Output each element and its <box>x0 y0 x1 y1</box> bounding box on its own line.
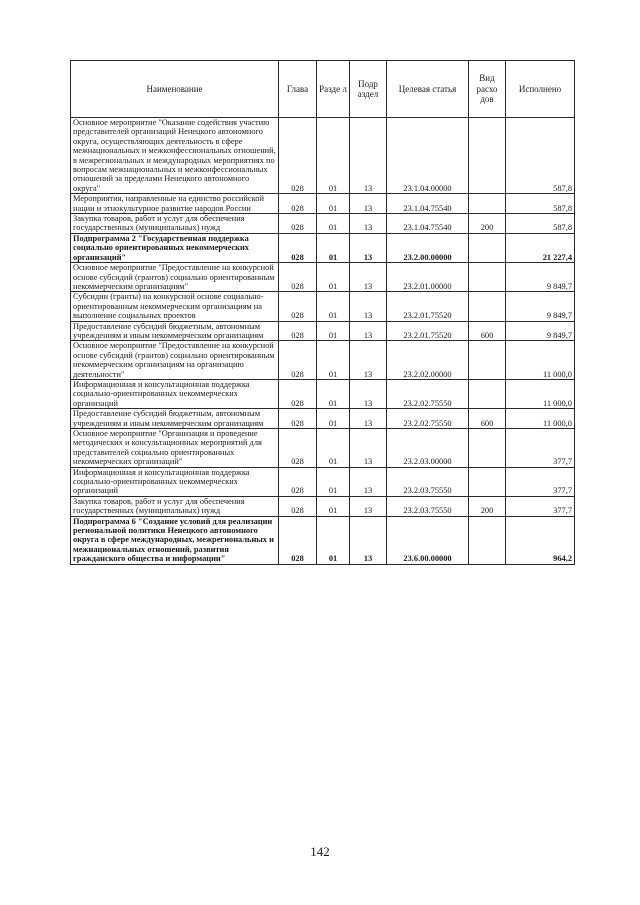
table-row <box>71 341 575 380</box>
cell-statya: 23.2.03.00000 <box>387 429 469 468</box>
table-row <box>71 409 575 429</box>
table-header-row <box>71 61 575 118</box>
table-row <box>71 233 575 262</box>
cell-razdel: 01 <box>317 233 350 262</box>
cell-ispolneno: 587,8 <box>506 214 575 234</box>
cell-name: Информационная и консультационная поддержка социально-ориентированных некоммерческих организаций <box>71 379 279 408</box>
cell-glava: 028 <box>279 263 317 292</box>
page-number: 142 <box>310 844 330 859</box>
cell-razdel: 01 <box>317 341 350 380</box>
cell-statya: 23.2.01.00000 <box>387 263 469 292</box>
cell-razdel: 01 <box>317 467 350 496</box>
cell-ispolneno: 11 000,0 <box>506 341 575 380</box>
table-row <box>71 429 575 468</box>
cell-name: Основное мероприятие "Организация и проведение методических и консультационных мероприятий для представителей социально ориентированных некоммерческих организаций" <box>71 429 279 468</box>
header-ispolneno: Исполнено <box>506 61 575 118</box>
cell-name: Основное мероприятие "Оказание содействия участию представителей организаций Ненецкого автономного округа, осуществляющих деятельность в сфере межнациональных и межконфессиональных отношений, в межрегиональных и международных мероприятиях по вопросам межнациональных и межконфессиональных отношений за пределами Ненецкого автономного округа" <box>71 118 279 194</box>
cell-name: Предоставление субсидий бюджетным, автономным учреждениям и иным некоммерческим организациям <box>71 321 279 341</box>
cell-name: Основное мероприятие "Предоставление на конкурсной основе субсидий (грантов) социально ориентированным некоммерческим организациям" <box>71 263 279 292</box>
cell-razdel: 01 <box>317 263 350 292</box>
cell-ispolneno: 11 000,0 <box>506 379 575 408</box>
cell-statya: 23.6.00.00000 <box>387 516 469 564</box>
cell-glava: 028 <box>279 233 317 262</box>
cell-glava: 028 <box>279 321 317 341</box>
header-glava: Глава <box>279 61 317 118</box>
cell-podrazdel: 13 <box>350 214 387 234</box>
header-podrazdel: Подр аздел <box>350 61 387 118</box>
budget-table <box>70 60 575 565</box>
cell-ispolneno: 587,8 <box>506 194 575 214</box>
table-row <box>71 292 575 321</box>
table-row <box>71 118 575 194</box>
table-row <box>71 194 575 214</box>
cell-glava: 028 <box>279 496 317 516</box>
table-row <box>71 496 575 516</box>
cell-statya: 23.2.02.00000 <box>387 341 469 380</box>
cell-ispolneno: 9 849,7 <box>506 292 575 321</box>
cell-statya: 23.1.04.75540 <box>387 194 469 214</box>
cell-razdel: 01 <box>317 429 350 468</box>
cell-razdel: 01 <box>317 118 350 194</box>
cell-razdel: 01 <box>317 516 350 564</box>
cell-glava: 028 <box>279 379 317 408</box>
cell-statya: 23.1.04.75540 <box>387 214 469 234</box>
cell-statya: 23.2.03.75550 <box>387 467 469 496</box>
header-name: Наименование <box>71 61 279 118</box>
cell-ispolneno: 377,7 <box>506 429 575 468</box>
cell-name: Закупка товаров, работ и услуг для обеспечения государственных (муниципальных) нужд <box>71 496 279 516</box>
cell-podrazdel: 13 <box>350 233 387 262</box>
cell-vid <box>469 118 506 194</box>
cell-vid <box>469 292 506 321</box>
cell-vid: 600 <box>469 409 506 429</box>
cell-vid <box>469 233 506 262</box>
cell-vid <box>469 429 506 468</box>
cell-ispolneno: 11 000,0 <box>506 409 575 429</box>
cell-podrazdel: 13 <box>350 341 387 380</box>
cell-vid <box>469 263 506 292</box>
cell-vid <box>469 379 506 408</box>
cell-ispolneno: 377,7 <box>506 496 575 516</box>
cell-vid: 600 <box>469 321 506 341</box>
cell-glava: 028 <box>279 292 317 321</box>
cell-statya: 23.1.04.00000 <box>387 118 469 194</box>
cell-podrazdel: 13 <box>350 467 387 496</box>
cell-podrazdel: 13 <box>350 118 387 194</box>
cell-podrazdel: 13 <box>350 516 387 564</box>
cell-statya: 23.2.03.75550 <box>387 496 469 516</box>
header-statya: Целевая статья <box>387 61 469 118</box>
table-row <box>71 379 575 408</box>
cell-glava: 028 <box>279 409 317 429</box>
header-razdel: Разде л <box>317 61 350 118</box>
cell-podrazdel: 13 <box>350 194 387 214</box>
cell-glava: 028 <box>279 341 317 380</box>
cell-statya: 23.2.01.75520 <box>387 292 469 321</box>
cell-podrazdel: 13 <box>350 429 387 468</box>
cell-name: Подпрограмма 2 "Государственная поддержка социально ориентированных некоммерческих организаций" <box>71 233 279 262</box>
cell-vid <box>469 467 506 496</box>
cell-name: Информационная и консультационная поддержка социально-ориентированных некоммерческих организаций <box>71 467 279 496</box>
cell-razdel: 01 <box>317 194 350 214</box>
cell-glava: 028 <box>279 118 317 194</box>
cell-podrazdel: 13 <box>350 409 387 429</box>
cell-statya: 23.2.02.75550 <box>387 409 469 429</box>
cell-name: Мероприятия, направленные на единство российской нации и этнокультурное развитие народов России <box>71 194 279 214</box>
cell-ispolneno: 9 849,7 <box>506 263 575 292</box>
cell-glava: 028 <box>279 467 317 496</box>
cell-razdel: 01 <box>317 214 350 234</box>
cell-statya: 23.2.00.00000 <box>387 233 469 262</box>
header-vid: Вид расхо дов <box>469 61 506 118</box>
table-row <box>71 214 575 234</box>
cell-razdel: 01 <box>317 409 350 429</box>
cell-podrazdel: 13 <box>350 379 387 408</box>
table-body <box>71 118 575 565</box>
cell-name: Основное мероприятие "Предоставление на конкурсной основе субсидий (грантов) социально ориентированным некоммерческим организациям на организацию деятельности" <box>71 341 279 380</box>
cell-glava: 028 <box>279 516 317 564</box>
cell-razdel: 01 <box>317 496 350 516</box>
cell-vid <box>469 341 506 380</box>
table-row <box>71 321 575 341</box>
cell-name: Субсидии (гранты) на конкурсной основе социально-ориентированным некоммерческим организациям на выполнение социальных проектов <box>71 292 279 321</box>
cell-podrazdel: 13 <box>350 321 387 341</box>
cell-glava: 028 <box>279 429 317 468</box>
cell-vid <box>469 194 506 214</box>
cell-name: Предоставление субсидий бюджетным, автономным учреждениям и иным некоммерческим организациям <box>71 409 279 429</box>
cell-ispolneno: 9 849,7 <box>506 321 575 341</box>
cell-ispolneno: 377,7 <box>506 467 575 496</box>
cell-ispolneno: 964,2 <box>506 516 575 564</box>
cell-statya: 23.2.01.75520 <box>387 321 469 341</box>
cell-name: Подпрограмма 6 "Создание условий для реализации региональной политики Ненецкого автономного округа в сфере международных, межрегиональных и межнациональных отношений, развития гражданского общества и информации" <box>71 516 279 564</box>
cell-vid <box>469 516 506 564</box>
cell-statya: 23.2.02.75550 <box>387 379 469 408</box>
table-row <box>71 516 575 564</box>
cell-razdel: 01 <box>317 379 350 408</box>
table-row <box>71 467 575 496</box>
cell-podrazdel: 13 <box>350 292 387 321</box>
cell-ispolneno: 21 227,4 <box>506 233 575 262</box>
cell-podrazdel: 13 <box>350 263 387 292</box>
cell-vid: 200 <box>469 214 506 234</box>
cell-podrazdel: 13 <box>350 496 387 516</box>
cell-vid: 200 <box>469 496 506 516</box>
table-row <box>71 263 575 292</box>
cell-name: Закупка товаров, работ и услуг для обеспечения государственных (муниципальных) нужд <box>71 214 279 234</box>
cell-razdel: 01 <box>317 321 350 341</box>
cell-razdel: 01 <box>317 292 350 321</box>
cell-glava: 028 <box>279 214 317 234</box>
cell-ispolneno: 587,8 <box>506 118 575 194</box>
cell-glava: 028 <box>279 194 317 214</box>
